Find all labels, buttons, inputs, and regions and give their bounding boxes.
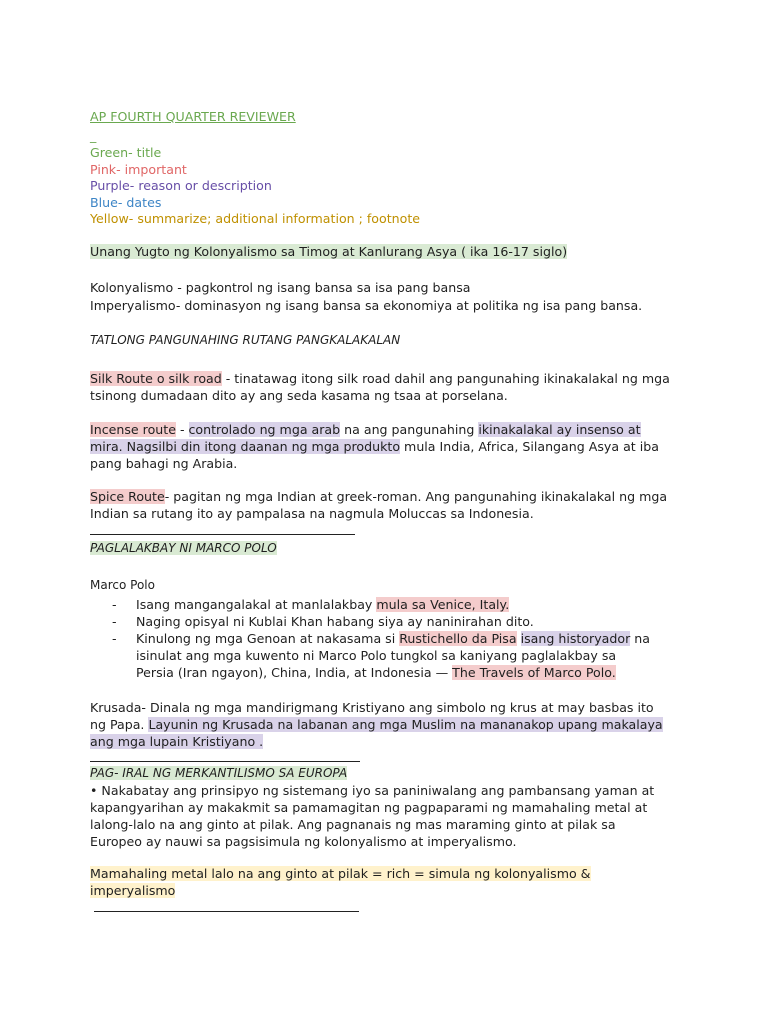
legend-green: Green- title <box>90 145 162 160</box>
divider <box>90 761 360 762</box>
incense-route-term: Incense route <box>90 422 176 437</box>
legend-yellow: Yellow- summarize; additional information ; footnote <box>90 211 421 226</box>
legend-purple: Purple- reason or description <box>90 178 272 193</box>
section2-heading: PAGLALAKBAY NI MARCO POLO <box>90 541 277 555</box>
legend-pink: Pink- important <box>90 162 187 177</box>
list-item: - Naging opisyal ni Kublai Khan habang siya ay naninirahan dito. <box>112 614 534 629</box>
silk-route-paragraph: Silk Route o silk road - tinatawag itong silk road dahil ang pangunahing ikinakalakal ng mga tsinong dumadaan dito ay ang seda kasama ng tsaa at porselana. <box>90 371 670 403</box>
section1-heading: Unang Yugto ng Kolonyalismo sa Timog at Kanlurang Asya ( ika 16-17 siglo) <box>90 244 568 259</box>
krusada-paragraph: Krusada- Dinala ng mga mandirigmang Kristiyano ang simbolo ng krus at may basbas ito ng Papa. Layunin ng Krusada na labanan ang mga Muslim na mananakop upang makalaya ang mga lupain Kristiyano . <box>90 700 663 749</box>
divider <box>90 534 355 535</box>
legend-blue: Blue- dates <box>90 195 162 210</box>
summary-paragraph: Mamahaling metal lalo na ang ginto at pilak = rich = simula ng kolonyalismo & imperyalismo <box>90 866 591 898</box>
spice-route-paragraph: Spice Route- pagitan ng mga Indian at greek-roman. Ang pangunahing ikinakalakal ng mga Indian sa rutang ito ay pampalasa na nagmula Moluccas sa Indonesia. <box>90 489 668 521</box>
list-item: - Isang mangangalakal at manlalakbay mula sa Venice, Italy. <box>112 597 510 612</box>
silk-route-term: Silk Route o silk road <box>90 371 222 386</box>
section3-heading: PAG- IRAL NG MERKANTILISMO SA EUROPA <box>90 766 348 780</box>
incense-route-paragraph: Incense route - controlado ng mga arab na ang pangunahing ikinakalakal ay insenso at mira. Nagsilbi din itong daanan ng mga produkto mula India, Africa, Silangang Asya at iba pang bahagi ng Arabia. <box>90 422 659 471</box>
title-underscore: _ <box>90 128 97 143</box>
divider <box>94 911 359 912</box>
spice-route-term: Spice Route <box>90 489 165 504</box>
marco-polo-name: Marco Polo <box>90 578 155 592</box>
document-title: AP FOURTH QUARTER REVIEWER <box>90 109 296 124</box>
imperyalismo-definition: Imperyalismo- dominasyon ng isang bansa sa ekonomiya at politika ng isa pang bansa. <box>90 298 643 313</box>
merkantilismo-paragraph: • Nakabatay ang prinsipyo ng sistemang iyo sa paniniwalang ang pambansang yaman at kapangyarihan ay makakmit sa pamamagitan ng pagpaparami ng mamahaling metal at lalong-lalo na ang ginto at pilak. Ang pagnanais ng mas maraming ginto at pilak sa Europeo ay nauwi sa pagsisimula ng kolonyalismo at imperyalismo. <box>90 783 655 849</box>
kolonyalismo-definition: Kolonyalismo - pagkontrol ng isang bansa sa isa pang bansa <box>90 280 471 295</box>
marco-polo-list <box>90 596 650 681</box>
trade-routes-subheading: TATLONG PANGUNAHING RUTANG PANGKALAKALAN <box>90 333 401 347</box>
list-item: - Kinulong ng mga Genoan at nakasama si Rustichello da Pisa isang historyador na isinulat ang mga kuwento ni Marco Polo tungkol sa kaniyang paglalakbay sa Persia (Iran ngayon), China, India, at Indonesia — The Travels of Marco Polo. <box>112 631 650 680</box>
